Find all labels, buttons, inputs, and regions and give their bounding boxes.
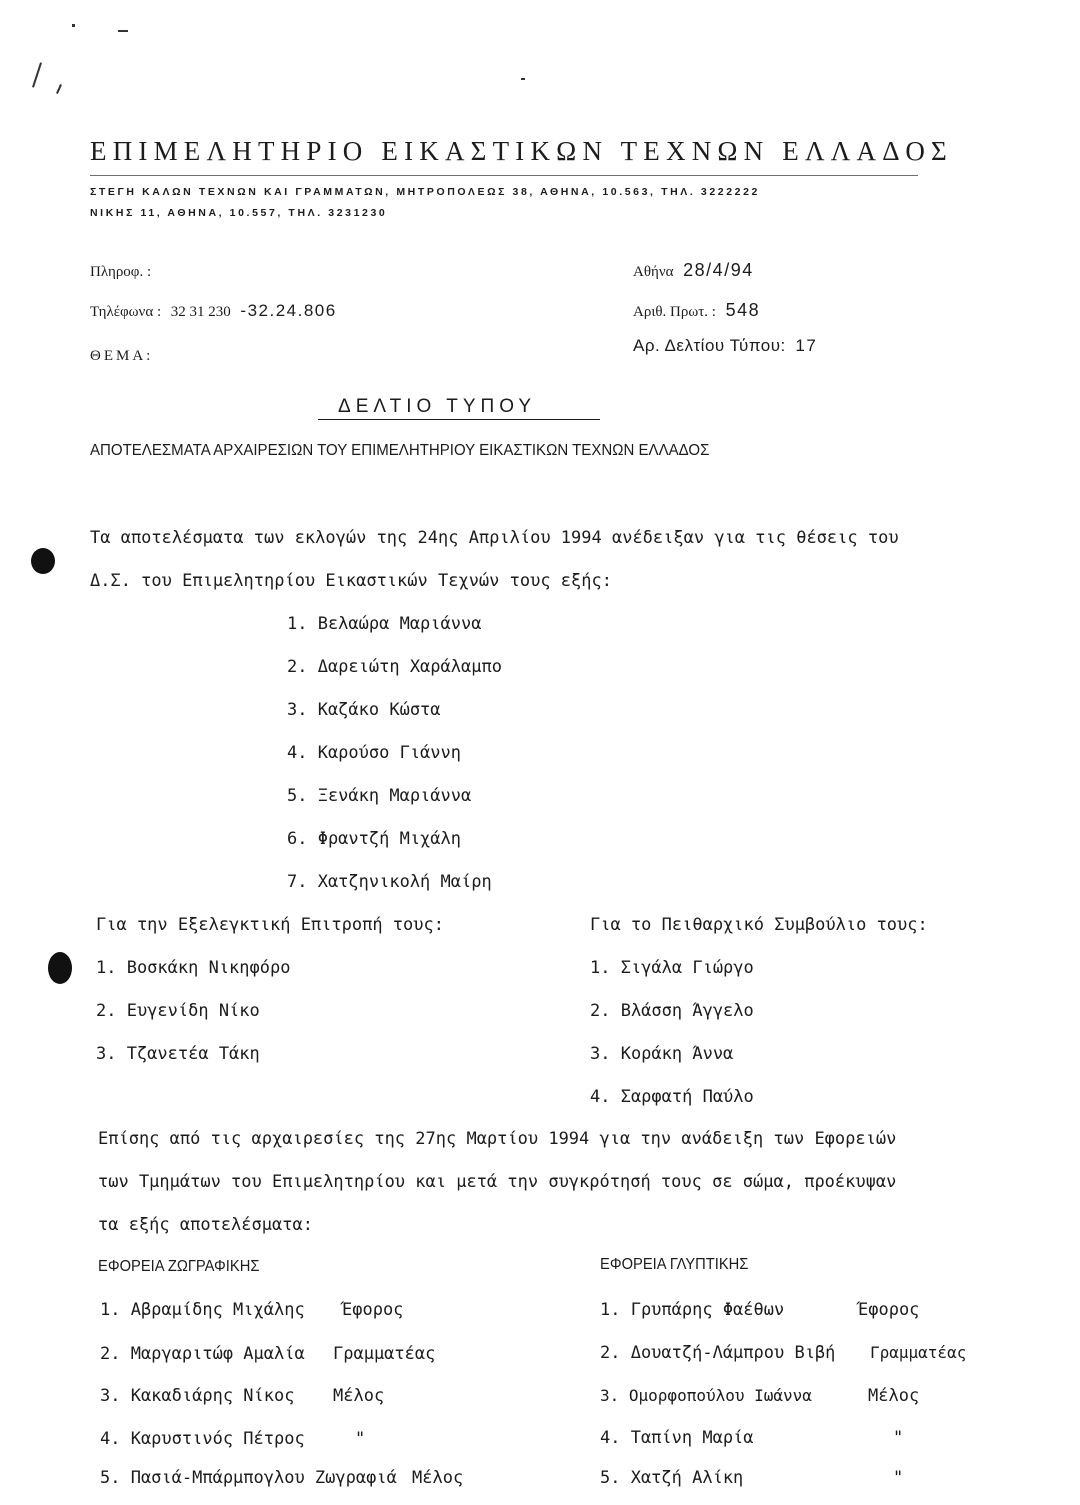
- second-line-3: τα εξής αποτελέσματα:: [98, 1215, 313, 1235]
- sculpture-member-name: 5. Χατζή Αλίκη: [600, 1468, 744, 1488]
- second-line-2: των Τμημάτων του Επιμελητηρίου και μετά την συγκρότησή τους σε σώμα, προέκυψαν: [98, 1172, 897, 1192]
- discipline-member: 2. Βλάσση Άγγελο: [590, 1001, 754, 1021]
- sculpture-member-name: 4. Ταπίνη Μαρία: [600, 1428, 754, 1448]
- place-label: Αθήνα: [633, 264, 674, 280]
- letterhead-rule: [90, 175, 918, 176]
- board-member: 6. Φραντζή Μιχάλη: [287, 829, 461, 849]
- sculpture-member-role: Γραμματέας: [870, 1343, 967, 1362]
- painting-member-name: 5. Πασιά-Μπάρμπογλου Ζωγραφιά: [100, 1468, 397, 1488]
- board-member: 5. Ξενάκη Μαριάννα: [287, 786, 472, 806]
- painting-member-role: Έφορος: [342, 1300, 404, 1320]
- board-member: 4. Καρούσο Γιάννη: [287, 743, 461, 763]
- title-underline: [318, 419, 600, 420]
- scan-mark: [118, 30, 128, 32]
- painting-member-role: Μέλος: [333, 1386, 385, 1406]
- punch-hole: [48, 952, 72, 984]
- subject-line: ΑΠΟΤΕΛΕΣΜΑΤΑ ΑΡΧΑΙΡΕΣΙΩΝ ΤΟΥ ΕΠΙΜΕΛΗΤΗΡΙΟΥ ΕΙΚΑΣΤΙΚΩΝ ΤΕΧΝΩΝ ΕΛΛΑΔΟΣ: [90, 442, 710, 459]
- scan-mark: [521, 78, 525, 80]
- bulletin-block: [633, 336, 817, 356]
- address-line-2: ΝΙΚΗΣ 11, ΑΘΗΝΑ, 10.557, ΤΗΛ. 3231230: [90, 207, 388, 219]
- board-member: 2. Δαρειώτη Χαράλαμπο: [287, 657, 502, 677]
- discipline-member: 1. Σιγάλα Γιώργο: [590, 958, 754, 978]
- board-member: 7. Χατζηνικολή Μαίρη: [287, 872, 492, 892]
- protocol-value: 548: [725, 300, 761, 320]
- sculpture-member-name: 2. Δουατζή-Λάμπρου Βιβή: [600, 1343, 836, 1363]
- sculpture-member-role: ": [893, 1428, 904, 1448]
- board-member: 3. Καζάκο Κώστα: [287, 700, 441, 720]
- audit-member: 2. Ευγενίδη Νίκο: [96, 1001, 260, 1021]
- discipline-member: 4. Σαρφατή Παύλο: [590, 1087, 754, 1107]
- phones-extra: -32.24.806: [240, 301, 337, 320]
- painting-member-role: ": [355, 1429, 366, 1449]
- painting-member-name: 2. Μαργαριτώφ Αμαλία: [100, 1344, 305, 1364]
- phones-block: [90, 301, 337, 321]
- discipline-heading: Για το Πειθαρχικό Συμβούλιο τους:: [590, 915, 928, 935]
- info-label: Πληροφ. :: [90, 264, 152, 280]
- organization-name: ΕΠΙΜΕΛΗΤΗΡΙΟ ΕΙΚΑΣΤΙΚΩΝ ΤΕΧΝΩΝ ΕΛΛΑΔΟΣ: [90, 136, 953, 166]
- painting-member-role: Μέλος: [412, 1468, 464, 1488]
- discipline-member: 3. Κοράκη Άννα: [590, 1044, 734, 1064]
- painting-member-role: Γραμματέας: [333, 1344, 436, 1364]
- sculpture-member-role: ": [893, 1468, 904, 1488]
- punch-hole: [31, 548, 55, 574]
- scan-mark: [56, 84, 62, 94]
- scan-mark: [32, 62, 42, 87]
- second-line-1: Επίσης από τις αρχαιρεσίες της 27ης Μαρτίου 1994 για την ανάδειξη των Εφορειών: [98, 1129, 897, 1149]
- phones-label: Τηλέφωνα :: [90, 304, 162, 320]
- date-value: 28/4/94: [683, 260, 754, 280]
- audit-member: 1. Βοσκάκη Νικηφόρο: [96, 958, 291, 978]
- audit-heading: Για την Εξελεγκτική Επιτροπή τους:: [96, 915, 444, 935]
- date-block: [633, 260, 754, 281]
- intro-line-2: Δ.Σ. του Επιμελητηρίου Εικαστικών Τεχνών τους εξής:: [90, 571, 612, 591]
- sculpture-member-name: 1. Γρυπάρης Φαέθων: [600, 1300, 785, 1320]
- sculpture-member-role: Μέλος: [868, 1386, 920, 1406]
- bulletin-value: 17: [795, 336, 818, 355]
- bulletin-label: Αρ. Δελτίου Τύπου:: [633, 336, 786, 355]
- sculpture-heading: ΕΦΟΡΕΙΑ ΓΛΥΠΤΙΚΗΣ: [600, 1256, 749, 1273]
- painting-member-name: 1. Αβραμίδης Μιχάλης: [100, 1300, 305, 1320]
- address-line-1: ΣΤΕΓΗ ΚΑΛΩΝ ΤΕΧΝΩΝ ΚΑΙ ΓΡΑΜΜΑΤΩΝ, ΜΗΤΡΟΠΟΛΕΩΣ 38, ΑΘΗΝΑ, 10.563, ΤΗΛ. 3222222: [90, 186, 760, 198]
- painting-member-name: 3. Κακαδιάρης Νίκος: [100, 1386, 295, 1406]
- scan-mark: [72, 24, 75, 27]
- sculpture-member-role: Έφορος: [858, 1300, 920, 1320]
- protocol-block: [633, 300, 760, 321]
- intro-line-1: Τα αποτελέσματα των εκλογών της 24ης Απριλίου 1994 ανέδειξαν για τις θέσεις του: [90, 528, 899, 548]
- subject-label: ΘΕΜΑ:: [90, 348, 154, 364]
- sculpture-member-name: 3. Ομορφοπούλου Ιωάννα: [600, 1386, 812, 1405]
- audit-member: 3. Τζανετέα Τάκη: [96, 1044, 260, 1064]
- phones-value: 32 31 230: [170, 304, 231, 320]
- painting-member-name: 4. Καρυστινός Πέτρος: [100, 1429, 305, 1449]
- document-title: ΔΕΛΤΙΟ ΤΥΠΟΥ: [338, 396, 537, 417]
- painting-heading: ΕΦΟΡΕΙΑ ΖΩΓΡΑΦΙΚΗΣ: [98, 1258, 260, 1275]
- board-member: 1. Βελαώρα Μαριάννα: [287, 614, 482, 634]
- protocol-label: Αριθ. Πρωτ. :: [633, 304, 716, 320]
